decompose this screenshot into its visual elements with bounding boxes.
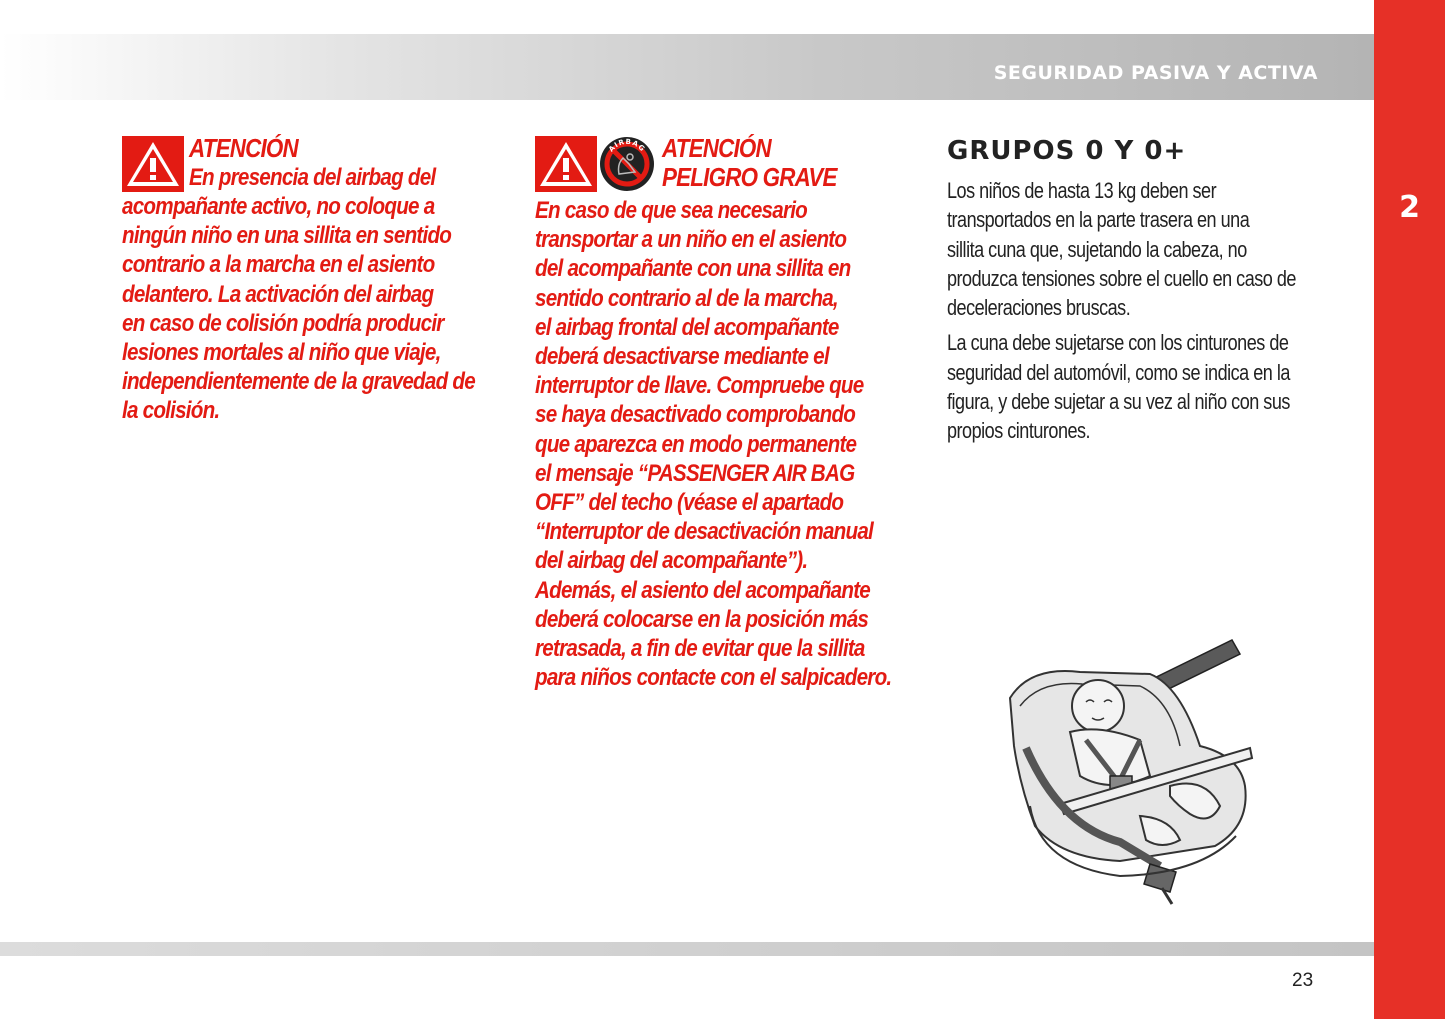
paragraph-line: figura, y debe sujetar a su vez al niño con sus — [947, 389, 1290, 415]
body-section — [947, 136, 1307, 452]
warning-2-line: En caso de que sea necesario — [535, 197, 808, 224]
chapter-sidebar — [1374, 0, 1445, 1019]
warning-2-line: deberá desactivarse mediante el — [535, 343, 829, 371]
header-band — [0, 34, 1374, 100]
warning-2-line: sentido contrario al de la marcha, — [535, 284, 838, 312]
paragraph-line: deceleraciones bruscas. — [947, 295, 1131, 321]
warning-1-heading: ATENCIÓN — [189, 133, 298, 163]
warning-1-line: la colisión. — [122, 397, 220, 425]
warning-1-line: En presencia del airbag del — [189, 164, 436, 192]
warning-2-line: del airbag del acompañante”). — [535, 547, 808, 575]
warning-2-subheading: PELIGRO GRAVE — [662, 162, 837, 193]
warning-2-line: Además, el asiento del acompañante — [535, 576, 871, 604]
warning-1-line: contrario a la marcha en el asiento — [122, 251, 435, 279]
warning-1-line: independientemente de la gravedad de — [122, 368, 475, 396]
section-header-title: SEGURIDAD PASIVA Y ACTIVA — [993, 62, 1318, 84]
warning-2-line: transportar a un niño en el asiento — [535, 226, 847, 254]
paragraph-line: sillita cuna que, sujetando la cabeza, no — [947, 236, 1247, 262]
paragraph-line: transportados en la parte trasera en una — [947, 207, 1250, 233]
section-title: GRUPOS 0 Y 0+ — [947, 136, 1187, 166]
warning-1-line: en caso de colisión podría producir — [122, 309, 444, 337]
warning-2-heading: ATENCIÓN — [662, 133, 771, 163]
paragraph-1 — [947, 176, 1296, 322]
warning-triangle-icon — [535, 136, 597, 192]
warning-2-line: interruptor de llave. Compruebe que — [535, 372, 864, 400]
paragraph-line: produzca tensiones sobre el cuello en caso de — [947, 265, 1296, 291]
warning-1-line: lesiones mortales al niño que viaje, — [122, 339, 441, 367]
chapter-number: 2 — [1399, 190, 1420, 225]
warning-1-line: acompañante activo, no coloque a — [122, 193, 435, 220]
paragraph-line: Los niños de hasta 13 kg deben ser — [947, 178, 1217, 203]
warning-2-line: deberá colocarse en la posición más — [535, 605, 869, 633]
footer-band — [0, 942, 1374, 956]
warning-2-line: que aparezca en modo permanente — [535, 430, 857, 458]
warning-2-line: se haya desactivado comprobando — [535, 401, 856, 429]
warning-triangle-icon — [122, 136, 184, 192]
warning-2-line: para niños contacte con el salpicadero. — [535, 664, 892, 692]
warning-2-line: del acompañante con una sillita en — [535, 255, 851, 283]
warning-2-line: retrasada, a fin de evitar que la sillita — [535, 635, 865, 663]
paragraph-line: La cuna debe sujetarse con los cinturones de — [947, 330, 1289, 356]
warning-2-line: OFF” del techo (véase el apartado — [535, 489, 844, 517]
warning-2-line: el airbag frontal del acompañante — [535, 313, 839, 341]
paragraph-line: seguridad del automóvil, como se indica en la — [947, 359, 1290, 385]
airbag-icon-label — [599, 136, 655, 192]
paragraph-line: propios cinturones. — [947, 418, 1091, 444]
warning-2-line: “Interruptor de desactivación manual — [535, 518, 874, 546]
page-number: 23 — [1292, 970, 1314, 991]
paragraph-2 — [947, 328, 1290, 445]
warning-1-line: ningún niño en una sillita en sentido — [122, 222, 452, 250]
infant-car-seat-illustration — [1000, 636, 1258, 908]
svg-text:AIRBAG: AIRBAG — [607, 137, 647, 154]
warning-1-line: delantero. La activación del airbag — [122, 280, 434, 308]
warning-2-line: el mensaje “PASSENGER AIR BAG — [535, 459, 855, 487]
